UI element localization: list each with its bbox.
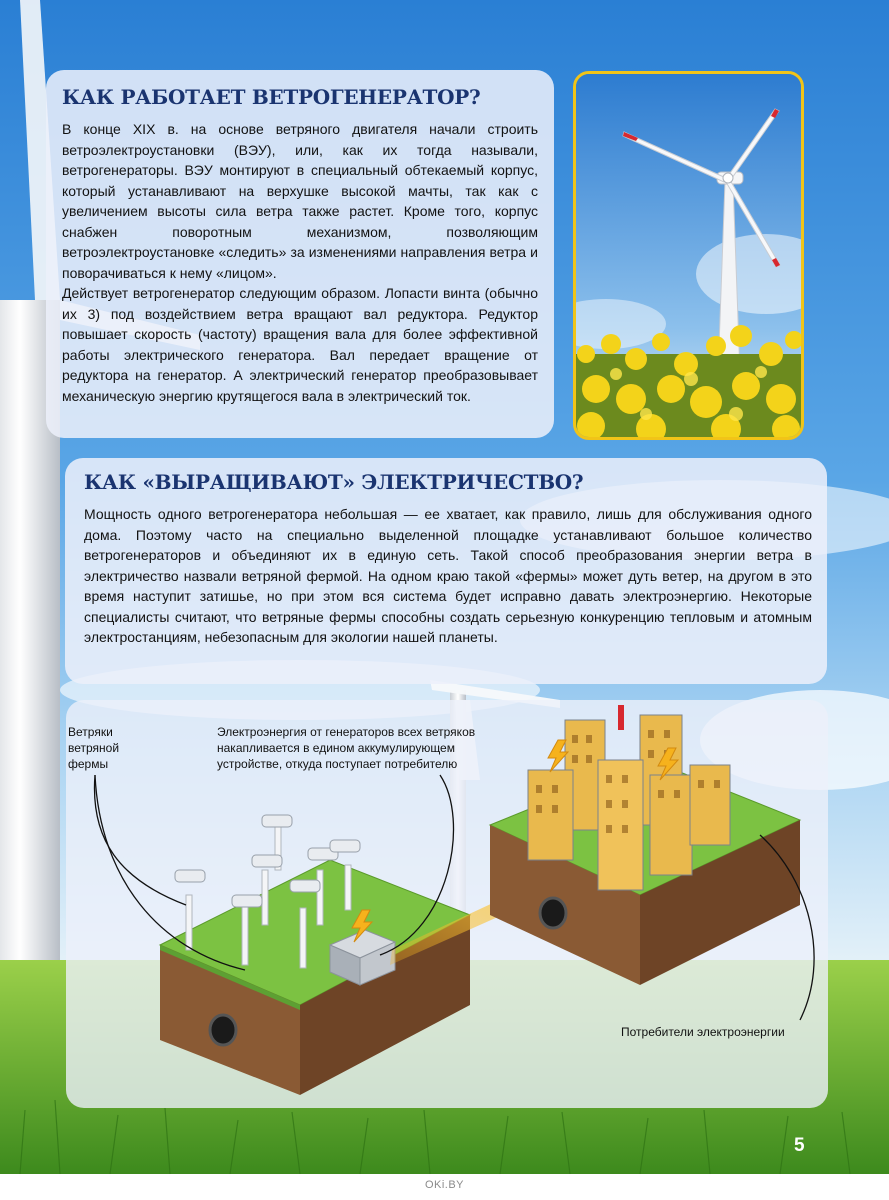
footer-bar bbox=[0, 1174, 889, 1200]
paragraph: В конце XIX в. на основе ветряного двигателя начали строить ветроэлектроустановки (ВЭУ), или, как их тогда называли, ветрогенераторы. ВЭУ монтируют в специальный обтекаемый корпус, который устанавливают на верхушке высокой мачты, так как с увеличением высоты сила ветра также растет. Кроме того, корпус снабжен поворотным механизмом, позволяющим ветроэлектроустановке «следить» за изменениями направления ветра и поворачиваться к нему «лицом». bbox=[62, 121, 538, 281]
label-wind-farm-turbines: Ветряки ветряной фермы bbox=[68, 725, 120, 771]
section-title-how-wind-generator-works: КАК РАБОТАЕТ ВЕТРОГЕНЕРАТОР? bbox=[62, 85, 481, 109]
wind-farm-block bbox=[160, 815, 470, 1095]
paragraph: Действует ветрогенератор следующим образом. Лопасти винта (обычно их 3) под воздействием ветра вращают вал редуктора. Редуктор повышает скорость (частоту) вращения вала для более эффективной работы электрического генератора. Вал передает вращение от редуктора на генератор. А электрический генератор преобразовывает механическую энергию крутящегося вала в электрический ток. bbox=[62, 285, 538, 404]
section-text-growing-electricity: Мощность одного ветрогенератора небольшая — ее хватает, как правило, лишь для обслуживания одного дома. Поэтому часто на специально выделенной площадке устанавливают большое количество ветрогенераторов и объединяют их в единую сеть. Такой способ преобразования энергии ветра в электричество назвали ветряной фермой. На одном краю такой «фермы» может дуть ветер, на другом в это время наступит затишье, но при этом вся система будет исправно давать электроэнергию. Некоторые специалисты считают, что ветряные фермы способны создать серьезную конкуренцию тепловым и атомным электростанциям, небезопасным для экологии нашей планеты. bbox=[84, 506, 812, 645]
section-title-growing-electricity: КАК «ВЫРАЩИВАЮТ» ЭЛЕКТРИЧЕСТВО? bbox=[84, 470, 584, 494]
wind-turbine-photo bbox=[573, 71, 804, 440]
consumers-city-block bbox=[490, 705, 800, 985]
page-number: 5 bbox=[794, 1135, 805, 1156]
label-energy-consumers: Потребители электроэнергии bbox=[621, 1025, 785, 1039]
footer-watermark: OKi.BY bbox=[424, 1179, 465, 1191]
label-energy-storage: Электроэнергия от генераторов всех ветряков накапливается в едином аккумулирующем устройстве, откуда поступает потребителю bbox=[217, 725, 476, 771]
section-text-how-wind-generator-works bbox=[62, 119, 538, 406]
